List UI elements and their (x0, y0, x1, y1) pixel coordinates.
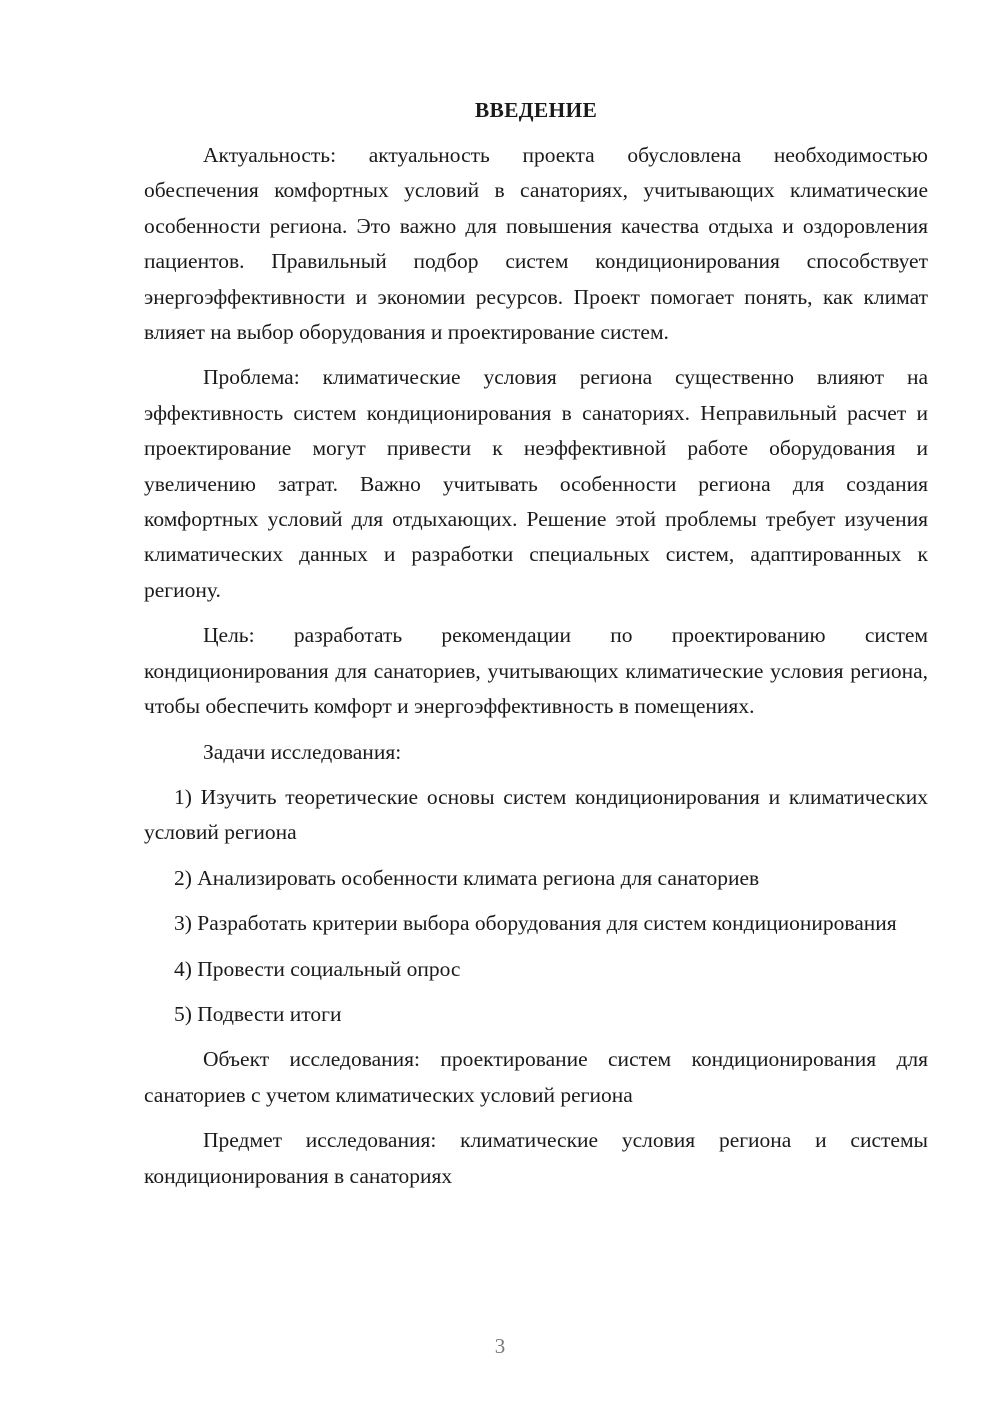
task-item-1: 1) Изучить теоретические основы систем кондиционирования и климатических условий региона (144, 784, 928, 845)
task-item-3: 3) Разработать критерии выбора оборудования для систем кондиционирования (174, 911, 897, 936)
paragraph-subject: Предмет исследования: климатические условия региона и системы кондиционирования в санаториях (144, 1128, 928, 1188)
document-page (144, 95, 928, 1204)
paragraph-goal: Цель: разработать рекомендации по проектированию систем кондиционирования для санаториев, учитывающих климатические условия региона, чтобы обеспечить комфорт и энергоэффективность в помещениях. (144, 623, 928, 719)
task-item-2: 2) Анализировать особенности климата региона для санаториев (174, 865, 760, 890)
paragraph-problem: Проблема: климатические условия региона существенно влияют на эффективность систем кондиционирования в санаториях. Неправильный расчет и проектирование могут привести к неэффективной работе оборудования и увеличению затрат. Важно учитывать особенности региона для создания комфортных условий для отдыхающих. Решение этой проблемы требует изучения климатических данных и разработки специальных систем, адаптированных к региону. (144, 365, 928, 602)
section-title: ВВЕДЕНИЕ (474, 98, 598, 122)
tasks-heading: Задачи исследования: (203, 739, 402, 764)
task-item-5: 5) Подвести итоги (174, 1001, 342, 1026)
page-number: 3 (494, 1334, 506, 1358)
paragraph-relevance: Актуальность: актуальность проекта обусловлена необходимостью обеспечения комфортных условий в санаториях, учитывающих климатические особенности региона. Это важно для повышения качества отдыха и оздоровления пациентов. Правильный подбор систем кондиционирования способствует энергоэффективности и экономии ресурсов. Проект помогает понять, как климат влияет на выбор оборудования и проектирование систем. (144, 143, 928, 345)
paragraph-object: Объект исследования: проектирование систем кондиционирования для санаториев с учетом климатических условий региона (144, 1047, 928, 1107)
task-item-4: 4) Провести социальный опрос (174, 956, 461, 981)
